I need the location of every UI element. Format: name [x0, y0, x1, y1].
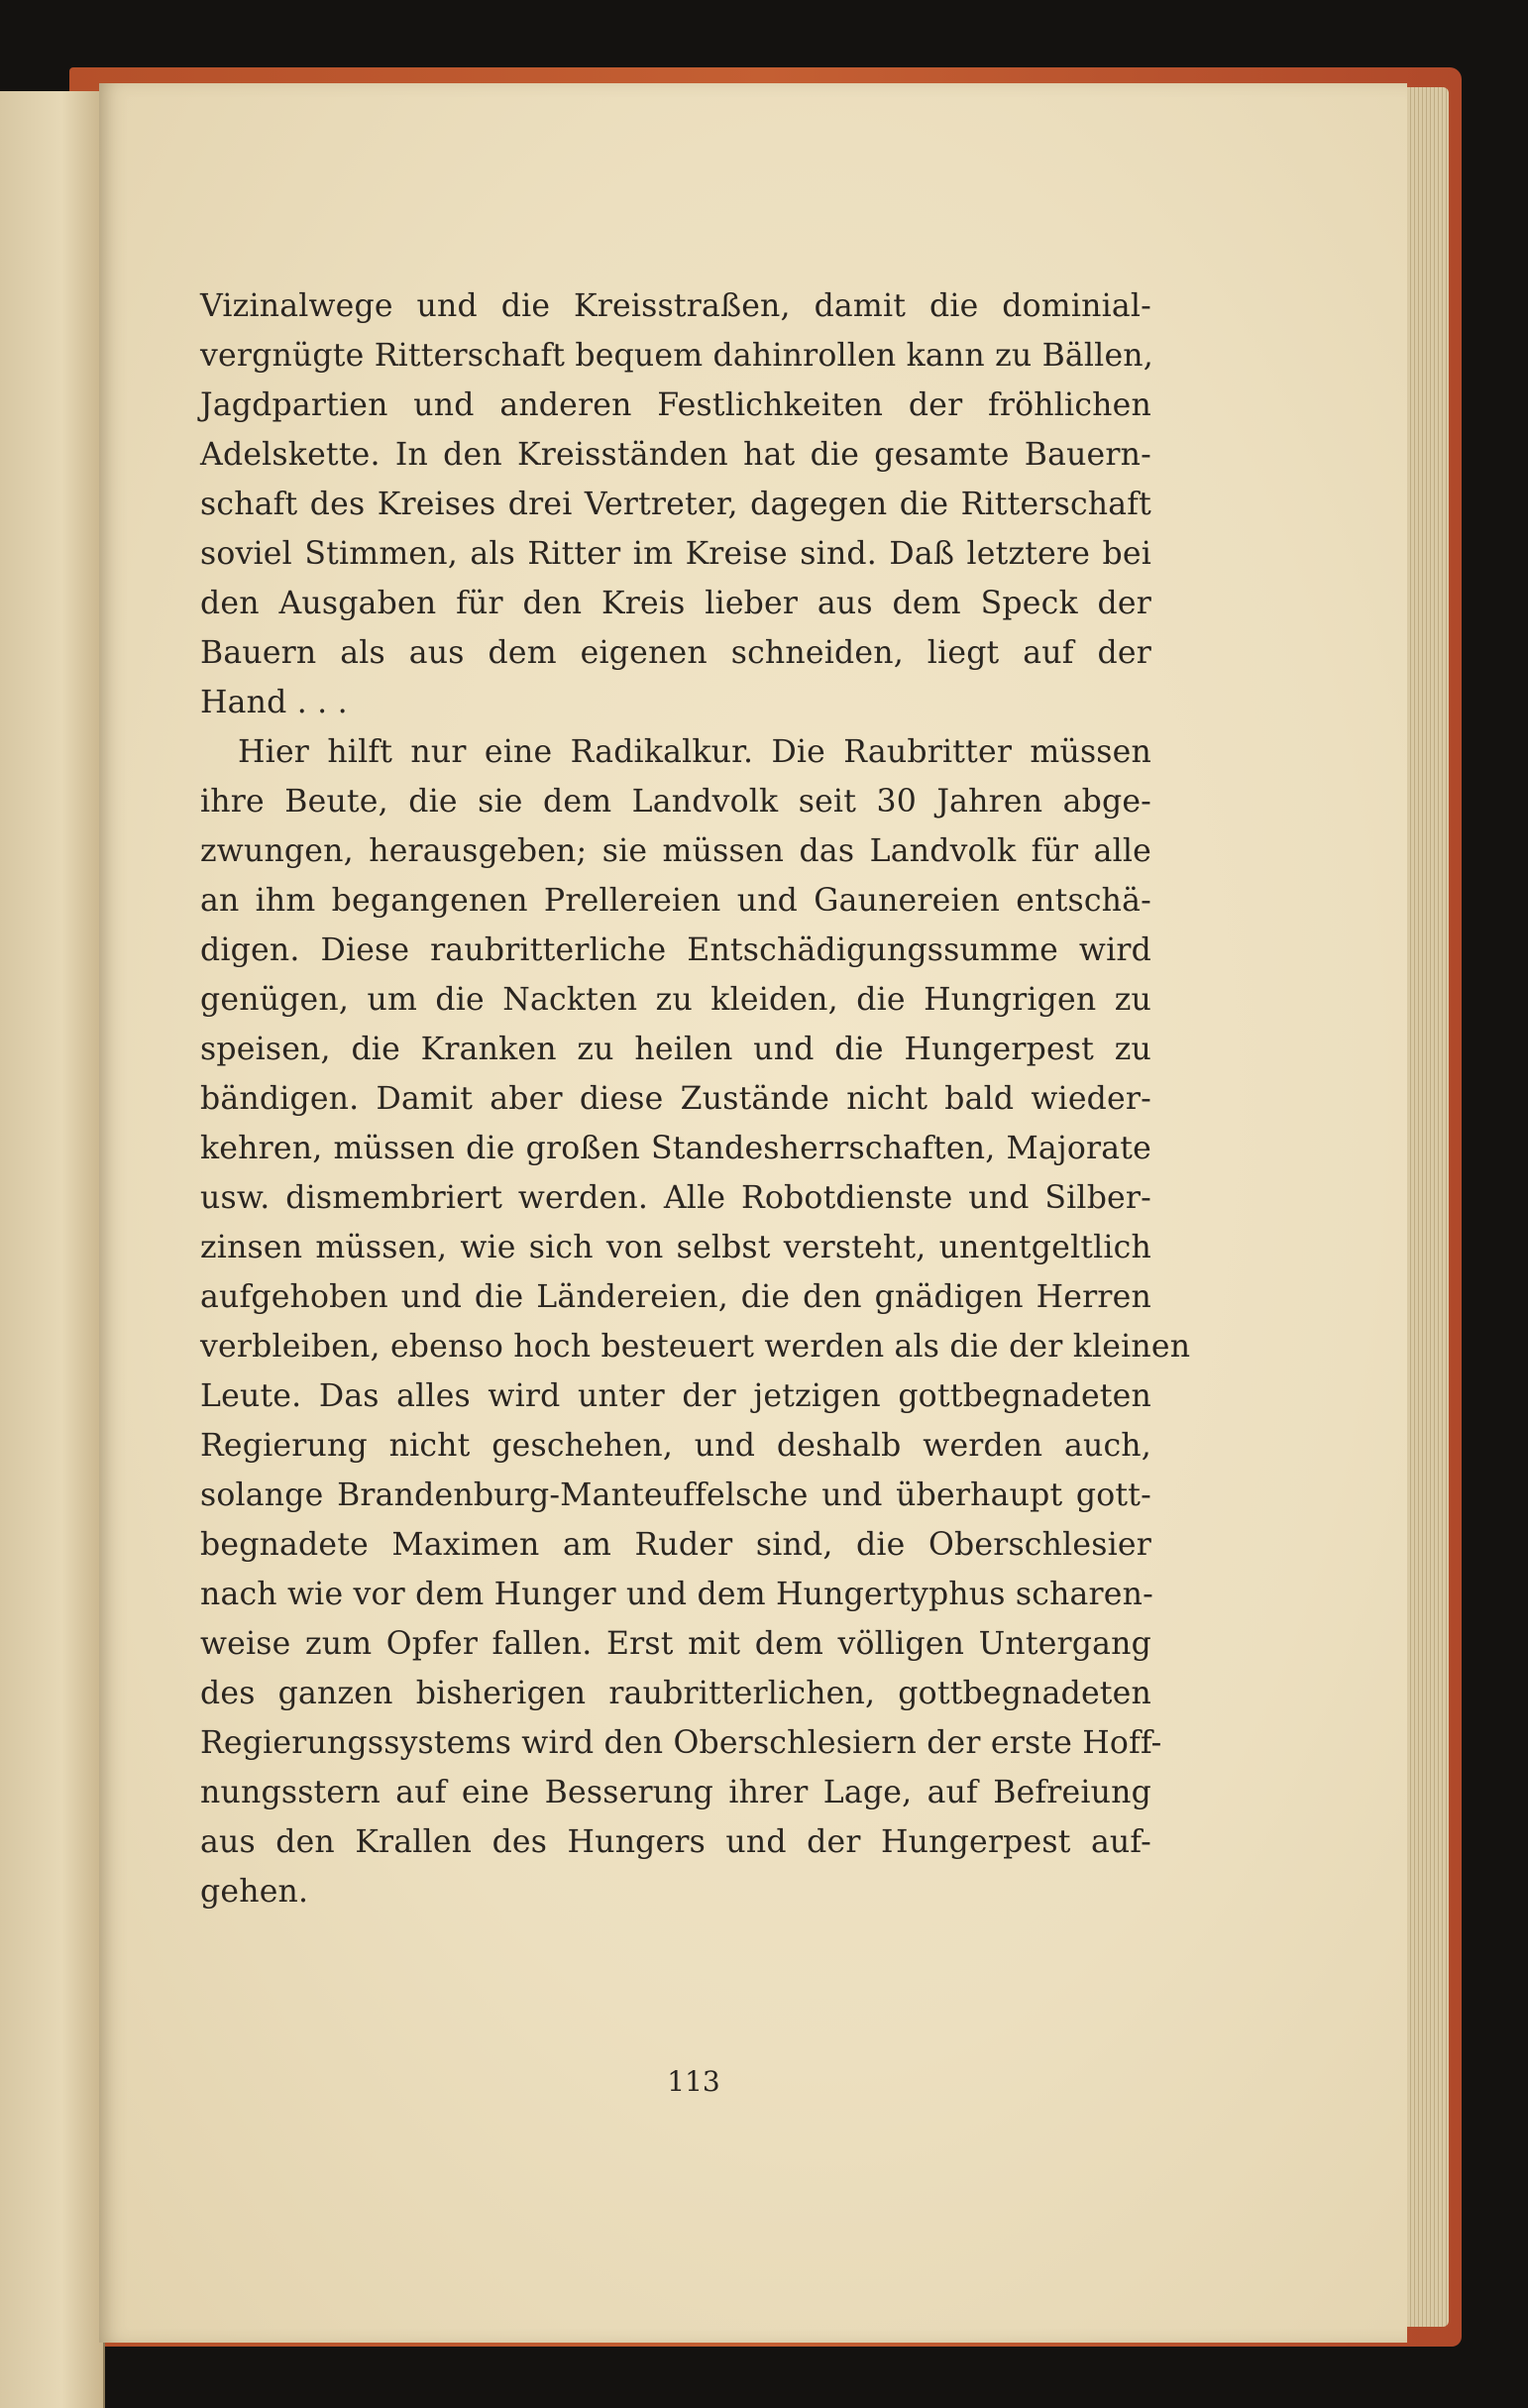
text-line: zinsen müssen, wie sich von selbst versteht, unentgeltlich	[200, 1230, 1151, 1265]
text-line: des ganzen bisherigen raubritterlichen, gottbegnadeten	[200, 1676, 1151, 1711]
text-line: ihre Beute, die sie dem Landvolk seit 30 Jahren abge-	[200, 784, 1151, 820]
page-number: 113	[667, 2065, 720, 2098]
text-line: an ihm begangenen Prellereien und Gaunereien entschä-	[200, 883, 1151, 919]
text-line: gehen.	[200, 1874, 309, 1910]
text-line: kehren, müssen die großen Standesherrschaften, Majorate	[200, 1131, 1151, 1166]
text-line: Leute. Das alles wird unter der jetzigen gottbegnadeten	[200, 1378, 1151, 1414]
text-line: Regierung nicht geschehen, und deshalb werden auch,	[200, 1428, 1151, 1464]
text-line: aufgehoben und die Ländereien, die den gnädigen Herren	[200, 1279, 1151, 1315]
text-line: vergnügte Ritterschaft bequem dahinrollen kann zu Bällen,	[200, 338, 1153, 374]
text-line: Jagdpartien und anderen Festlichkeiten der fröhlichen	[200, 387, 1151, 423]
text-line: genügen, um die Nackten zu kleiden, die Hungrigen zu	[200, 982, 1151, 1018]
left-facing-page	[0, 91, 105, 2408]
text-line: begnadete Maximen am Ruder sind, die Oberschlesier	[200, 1527, 1151, 1563]
book-page	[99, 83, 1407, 2343]
text-line: zwungen, herausgeben; sie müssen das Landvolk für alle	[200, 833, 1151, 869]
text-line: digen. Diese raubritterliche Entschädigungssumme wird	[200, 932, 1151, 968]
text-line: den Ausgaben für den Kreis lieber aus dem Speck der	[200, 586, 1151, 621]
text-line: aus den Krallen des Hungers und der Hungerpest auf-	[200, 1824, 1151, 1860]
text-line: Vizinalwege und die Kreisstraßen, damit die dominial-	[200, 288, 1151, 324]
body-text	[200, 281, 1191, 1916]
text-line: Bauern als aus dem eigenen schneiden, liegt auf der	[200, 635, 1151, 671]
text-line: Adelskette. In den Kreisständen hat die gesamte Bauern-	[200, 437, 1151, 473]
text-line: nungsstern auf eine Besserung ihrer Lage, auf Befreiung	[200, 1775, 1151, 1810]
paragraph-first-line: Hier hilft nur eine Radikalkur. Die Raubritter müssen	[238, 734, 1151, 770]
text-line: usw. dismembriert werden. Alle Robotdienste und Silber-	[200, 1180, 1151, 1216]
text-line: nach wie vor dem Hunger und dem Hungertyphus scharen-	[200, 1577, 1153, 1612]
text-line: Hand . . .	[200, 685, 348, 720]
text-line: Regierungssystems wird den Oberschlesiern der erste Hoff-	[200, 1725, 1162, 1761]
text-line: weise zum Opfer fallen. Erst mit dem völligen Untergang	[200, 1626, 1151, 1662]
text-line: bändigen. Damit aber diese Zustände nicht bald wieder-	[200, 1081, 1151, 1117]
text-line: speisen, die Kranken zu heilen und die Hungerpest zu	[200, 1032, 1151, 1067]
text-line: soviel Stimmen, als Ritter im Kreise sind. Daß letztere bei	[200, 536, 1151, 572]
text-line: solange Brandenburg-Manteuffelsche und überhaupt gott-	[200, 1478, 1151, 1513]
text-line: verbleiben, ebenso hoch besteuert werden als die der kleinen	[200, 1329, 1191, 1365]
text-line: schaft des Kreises drei Vertreter, dagegen die Ritterschaft	[200, 487, 1151, 522]
